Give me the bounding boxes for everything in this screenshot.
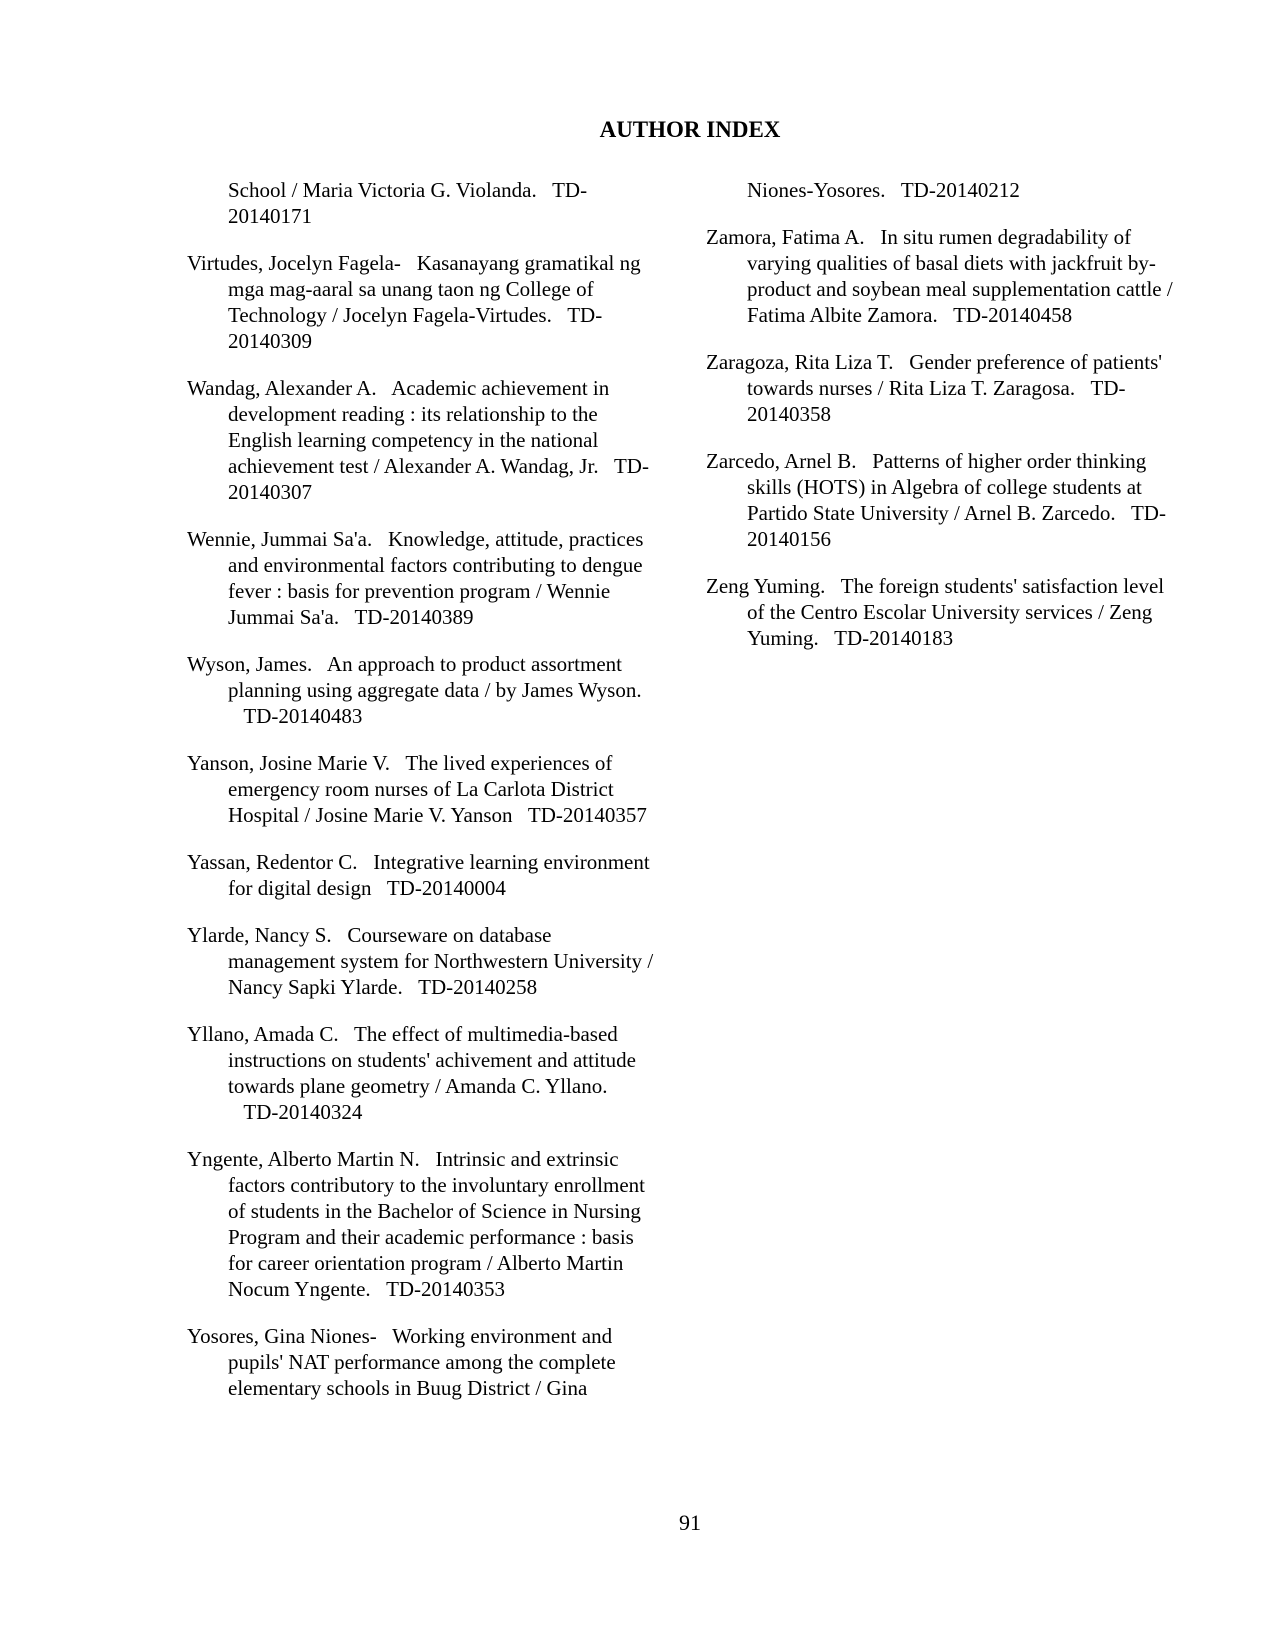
entry-title: Gender preference of patients' towards nurses / Rita Liza T. Zaragosa. [747, 350, 1163, 400]
entry-author: Virtudes, Jocelyn Fagela- [187, 251, 401, 275]
entry-id: TD-20140258 [418, 975, 538, 999]
index-entry [187, 1146, 657, 1302]
page-title: AUTHOR INDEX [599, 117, 781, 142]
entry-author: Yngente, Alberto Martin N. [187, 1147, 420, 1171]
entry-title: Integrative learning environment for digital design [228, 850, 650, 900]
entry-title: Kasanayang gramatikal ng mga mag-aaral sa unang taon ng College of Technology / Jocelyn Fagela-Virtudes. [228, 251, 641, 327]
entry-id: TD-20140307 [228, 454, 649, 504]
index-entry [187, 1323, 657, 1401]
entry-title: School / Maria Victoria G. Violanda. [228, 178, 537, 202]
index-column-right [706, 177, 1186, 672]
entry-author: Wennie, Jummai Sa'a. [187, 527, 373, 551]
index-entry [187, 526, 657, 630]
entry-author: Zaragoza, Rita Liza T. [706, 350, 894, 374]
entry-title: Working environment and pupils' NAT performance among the complete elementary schools in Buug District / Gina [228, 1324, 616, 1400]
index-entry [187, 849, 657, 901]
index-entry [706, 573, 1186, 651]
entry-title: The effect of multimedia-based instructions on students' achivement and attitude towards plane geometry / Amanda C. Yllano. [228, 1022, 636, 1098]
entry-id: TD-20140483 [243, 704, 363, 728]
entry-title: Intrinsic and extrinsic factors contributory to the involuntary enrollment of students in the Bachelor of Science in Nursing Program and their academic performance : basis for career orientation program / Alberto Martin Nocum Yngente. [228, 1147, 645, 1301]
index-entry [187, 375, 657, 505]
entry-id: TD-20140212 [900, 178, 1020, 202]
entry-author: Zeng Yuming. [706, 574, 826, 598]
entry-title: Courseware on database management system for Northwestern University / Nancy Sapki Ylarde. [228, 923, 654, 999]
entry-author: Wandag, Alexander A. [187, 376, 377, 400]
entry-id: TD-20140389 [354, 605, 474, 629]
entry-title: Niones-Yosores. [747, 178, 886, 202]
entry-author: Zamora, Fatima A. [706, 225, 865, 249]
page-number: 91 [679, 1510, 701, 1535]
index-entry [187, 750, 657, 828]
index-column-left [187, 177, 657, 1422]
entry-author: Yanson, Josine Marie V. [187, 751, 391, 775]
entry-id: TD-20140156 [747, 501, 1166, 551]
entry-id: TD-20140357 [527, 803, 647, 827]
index-entry [187, 250, 657, 354]
entry-id: TD-20140324 [243, 1100, 363, 1124]
entry-title: Patterns of higher order thinking skills (HOTS) in Algebra of college students at Partido State University / Arnel B. Zarcedo. [747, 449, 1147, 525]
index-entry [706, 177, 1186, 203]
entry-author: Yosores, Gina Niones- [187, 1324, 377, 1348]
entry-author: Yassan, Redentor C. [187, 850, 358, 874]
entry-author: Zarcedo, Arnel B. [706, 449, 857, 473]
entry-author: Yllano, Amada C. [187, 1022, 339, 1046]
index-entry [187, 922, 657, 1000]
index-entry [706, 349, 1186, 427]
index-entry [187, 1021, 657, 1125]
index-entry [706, 224, 1186, 328]
index-entry [187, 651, 657, 729]
index-entry [706, 448, 1186, 552]
entry-id: TD-20140358 [747, 376, 1126, 426]
entry-id: TD-20140353 [386, 1277, 506, 1301]
entry-author: Wyson, James. [187, 652, 313, 676]
entry-title: Academic achievement in development reading : its relationship to the English learning competency in the national achievement test / Alexander A. Wandag, Jr. [228, 376, 610, 478]
entry-id: TD-20140458 [953, 303, 1073, 327]
entry-author: Ylarde, Nancy S. [187, 923, 332, 947]
entry-id: TD-20140004 [386, 876, 506, 900]
entry-title: The foreign students' satisfaction level of the Centro Escolar University services / Zeng Yuming. [747, 574, 1165, 650]
entry-title: In situ rumen degradability of varying qualities of basal diets with jackfruit by-product and soybean meal supplementation cattle / Fatima Albite Zamora. [747, 225, 1173, 327]
entry-title: The lived experiences of emergency room nurses of La Carlota District Hospital / Josine Marie V. Yanson [228, 751, 614, 827]
entry-title: An approach to product assortment planning using aggregate data / by James Wyson. [228, 652, 642, 702]
entry-id: TD-20140183 [834, 626, 954, 650]
entry-id: TD-20140309 [228, 303, 603, 353]
index-entry [187, 177, 657, 229]
entry-id: TD-20140171 [228, 178, 588, 228]
entry-title: Knowledge, attitude, practices and environmental factors contributing to dengue fever : basis for prevention program / Wennie Jummai Sa'a. [228, 527, 644, 629]
